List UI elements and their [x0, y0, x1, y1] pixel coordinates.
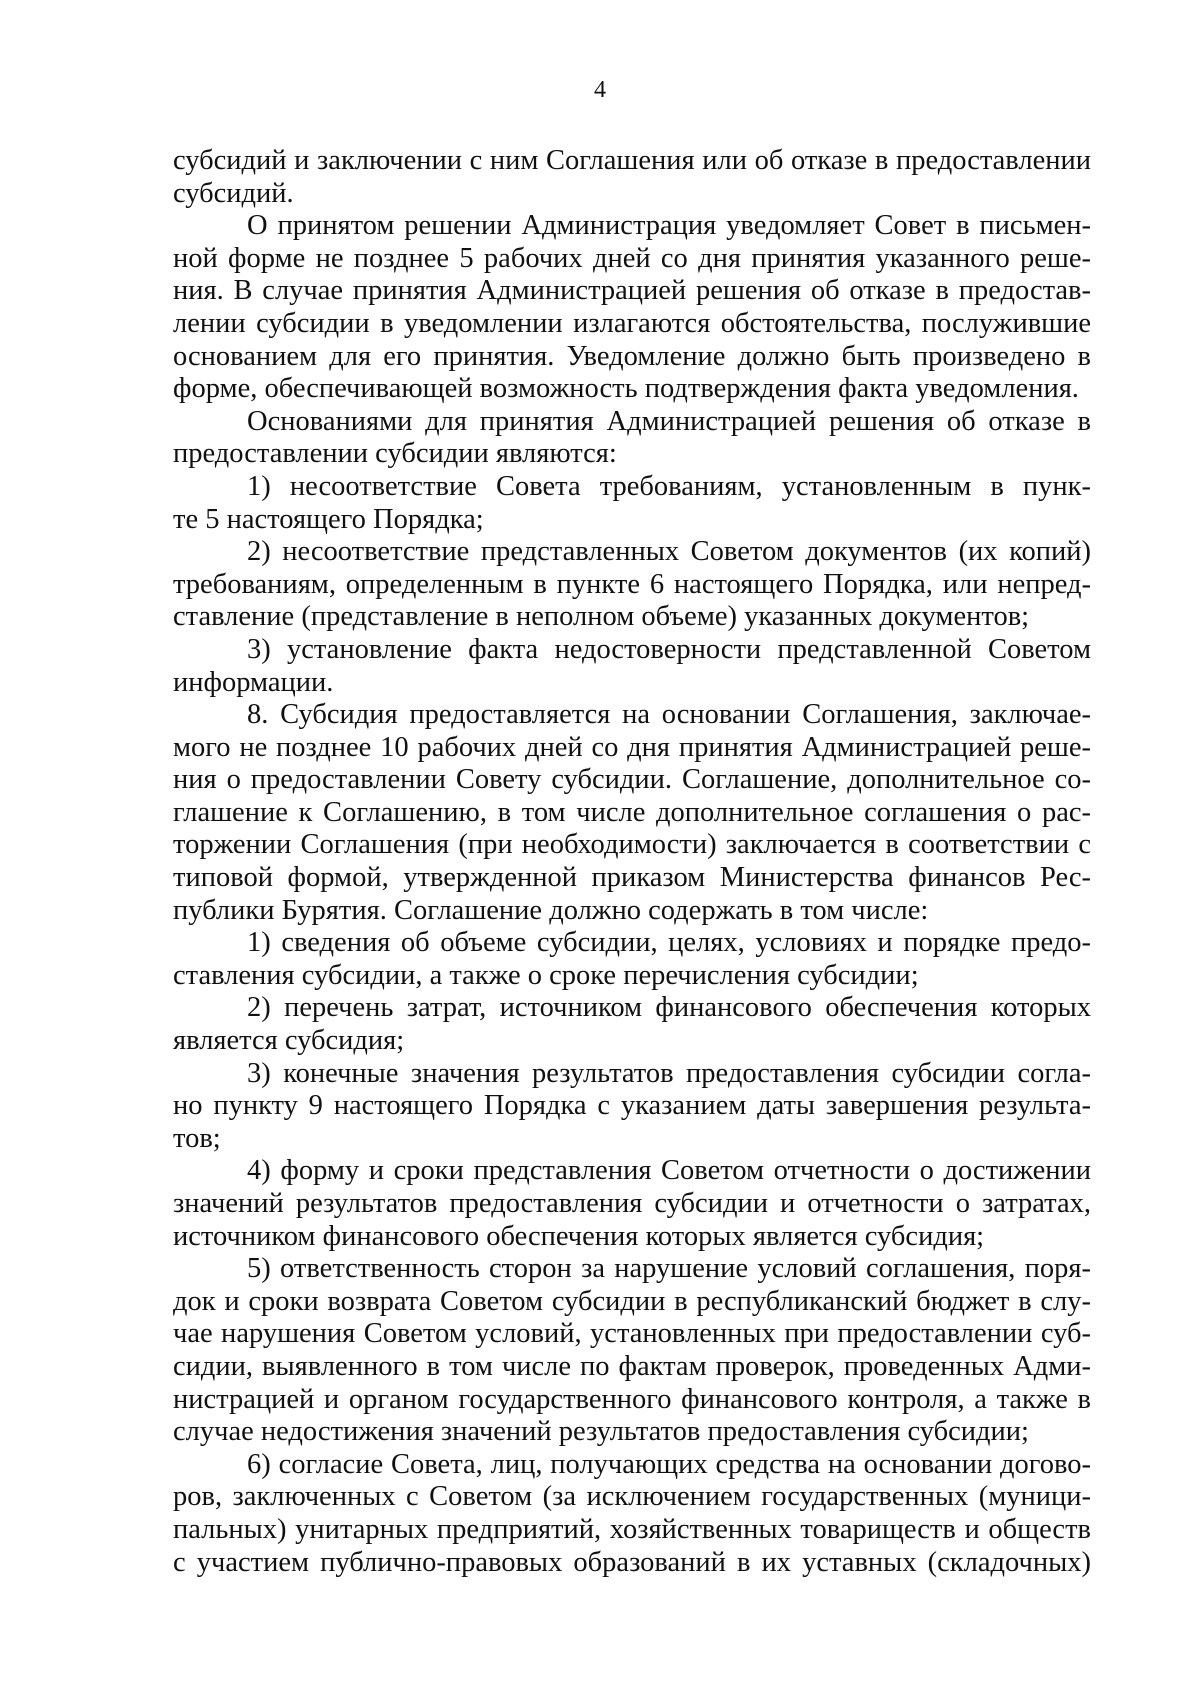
text-line: 4) форму и сроки представления Советом отчетности о достижении: [247, 1155, 1091, 1187]
text-line: нистрацией и органом государственного финансового контроля, а также в: [173, 1383, 1091, 1415]
text-line: ставление (представление в неполном объеме) указанных документов;: [173, 601, 1030, 633]
text-line: субсидий и заключении с ним Соглашения или об отказе в предоставлении: [173, 145, 1091, 176]
text-line: док и сроки возврата Советом субсидии в республиканский бюджет в слу-: [173, 1285, 1091, 1317]
text-line: информации.: [173, 666, 334, 698]
text-line: пальных) унитарных предприятий, хозяйственных товариществ и обществ: [173, 1513, 1091, 1545]
text-line: значений результатов предоставления субсидии и отчетности о затратах,: [173, 1188, 1091, 1219]
text-line: с участием публично-правовых образований в их уставных (складочных): [173, 1546, 1091, 1578]
text-line: 3) конечные значения результатов предоставления субсидии согла-: [247, 1057, 1091, 1089]
text-line: чае нарушения Советом условий, установленных при предоставлении суб-: [173, 1318, 1091, 1350]
text-line: глашение к Соглашению, в том числе дополнительное соглашения о рас-: [173, 796, 1091, 828]
text-line: мого не позднее 10 рабочих дней со дня принятия Администрацией реше-: [173, 731, 1091, 763]
text-line: ния о предоставлении Совету субсидии. Соглашение, дополнительное со-: [173, 764, 1091, 796]
text-line: источником финансового обеспечения которых является субсидия;: [173, 1220, 985, 1252]
text-line: лении субсидии в уведомлении излагаются обстоятельства, послужившие: [173, 307, 1091, 339]
text-line: 1) сведения об объеме субсидии, целях, условиях и порядке предо-: [247, 927, 1091, 959]
text-line: О принятом решении Администрация уведомляет Совет в письмен-: [247, 210, 1091, 242]
text-line: предоставлении субсидии являются:: [173, 438, 617, 470]
text-line: требованиям, определенным в пункте 6 настоящего Порядка, или непред-: [173, 568, 1091, 600]
text-line: 5) ответственность сторон за нарушение условий соглашения, поря-: [247, 1253, 1091, 1285]
text-line: форме, обеспечивающей возможность подтверждения факта уведомления.: [173, 373, 1079, 405]
text-line: 2) несоответствие представленных Советом документов (их копий): [247, 536, 1091, 568]
text-line: основанием для его принятия. Уведомление должно быть произведено в: [173, 340, 1091, 372]
document-body: [173, 145, 1091, 1579]
text-line: сидии, выявленного в том числе по фактам проверок, проведенных Адми-: [173, 1350, 1091, 1382]
text-line: ния. В случае принятия Администрацией решения об отказе в предостав-: [173, 275, 1091, 307]
text-line: 2) перечень затрат, источником финансового обеспечения которых: [247, 992, 1091, 1024]
text-line: 6) согласие Совета, лиц, получающих средства на основании догово-: [247, 1448, 1091, 1480]
text-line: типовой формой, утвержденной приказом Министерства финансов Рес-: [173, 862, 1091, 894]
text-line: является субсидия;: [173, 1025, 405, 1057]
text-line: ров, заключенных с Советом (за исключением государственных (муници-: [173, 1481, 1091, 1513]
page-number: 4: [594, 77, 606, 103]
text-line: случае недостижения значений результатов предоставления субсидии;: [173, 1416, 1029, 1448]
text-line: те 5 настоящего Порядка;: [173, 503, 484, 535]
text-line: публики Бурятия. Соглашение должно содержать в том числе:: [173, 894, 929, 926]
text-line: но пункту 9 настоящего Порядка с указанием даты завершения результа-: [173, 1090, 1091, 1122]
text-line: 1) несоответствие Совета требованиям, установленным в пунк-: [247, 470, 1091, 502]
text-line: тов;: [173, 1122, 221, 1154]
text-line: Основаниями для принятия Администрацией решения об отказе в: [247, 405, 1091, 437]
text-line: ной форме не позднее 5 рабочих дней со дня принятия указанного реше-: [173, 242, 1091, 274]
text-line: субсидий.: [173, 177, 294, 209]
text-line: 3) установление факта недостоверности представленной Советом: [247, 633, 1091, 665]
text-line: ставления субсидии, а также о сроке перечисления субсидии;: [173, 959, 919, 991]
text-line: торжении Соглашения (при необходимости) заключается в соответствии с: [173, 829, 1091, 861]
text-line: 8. Субсидия предоставляется на основании Соглашения, заключае-: [247, 699, 1091, 731]
